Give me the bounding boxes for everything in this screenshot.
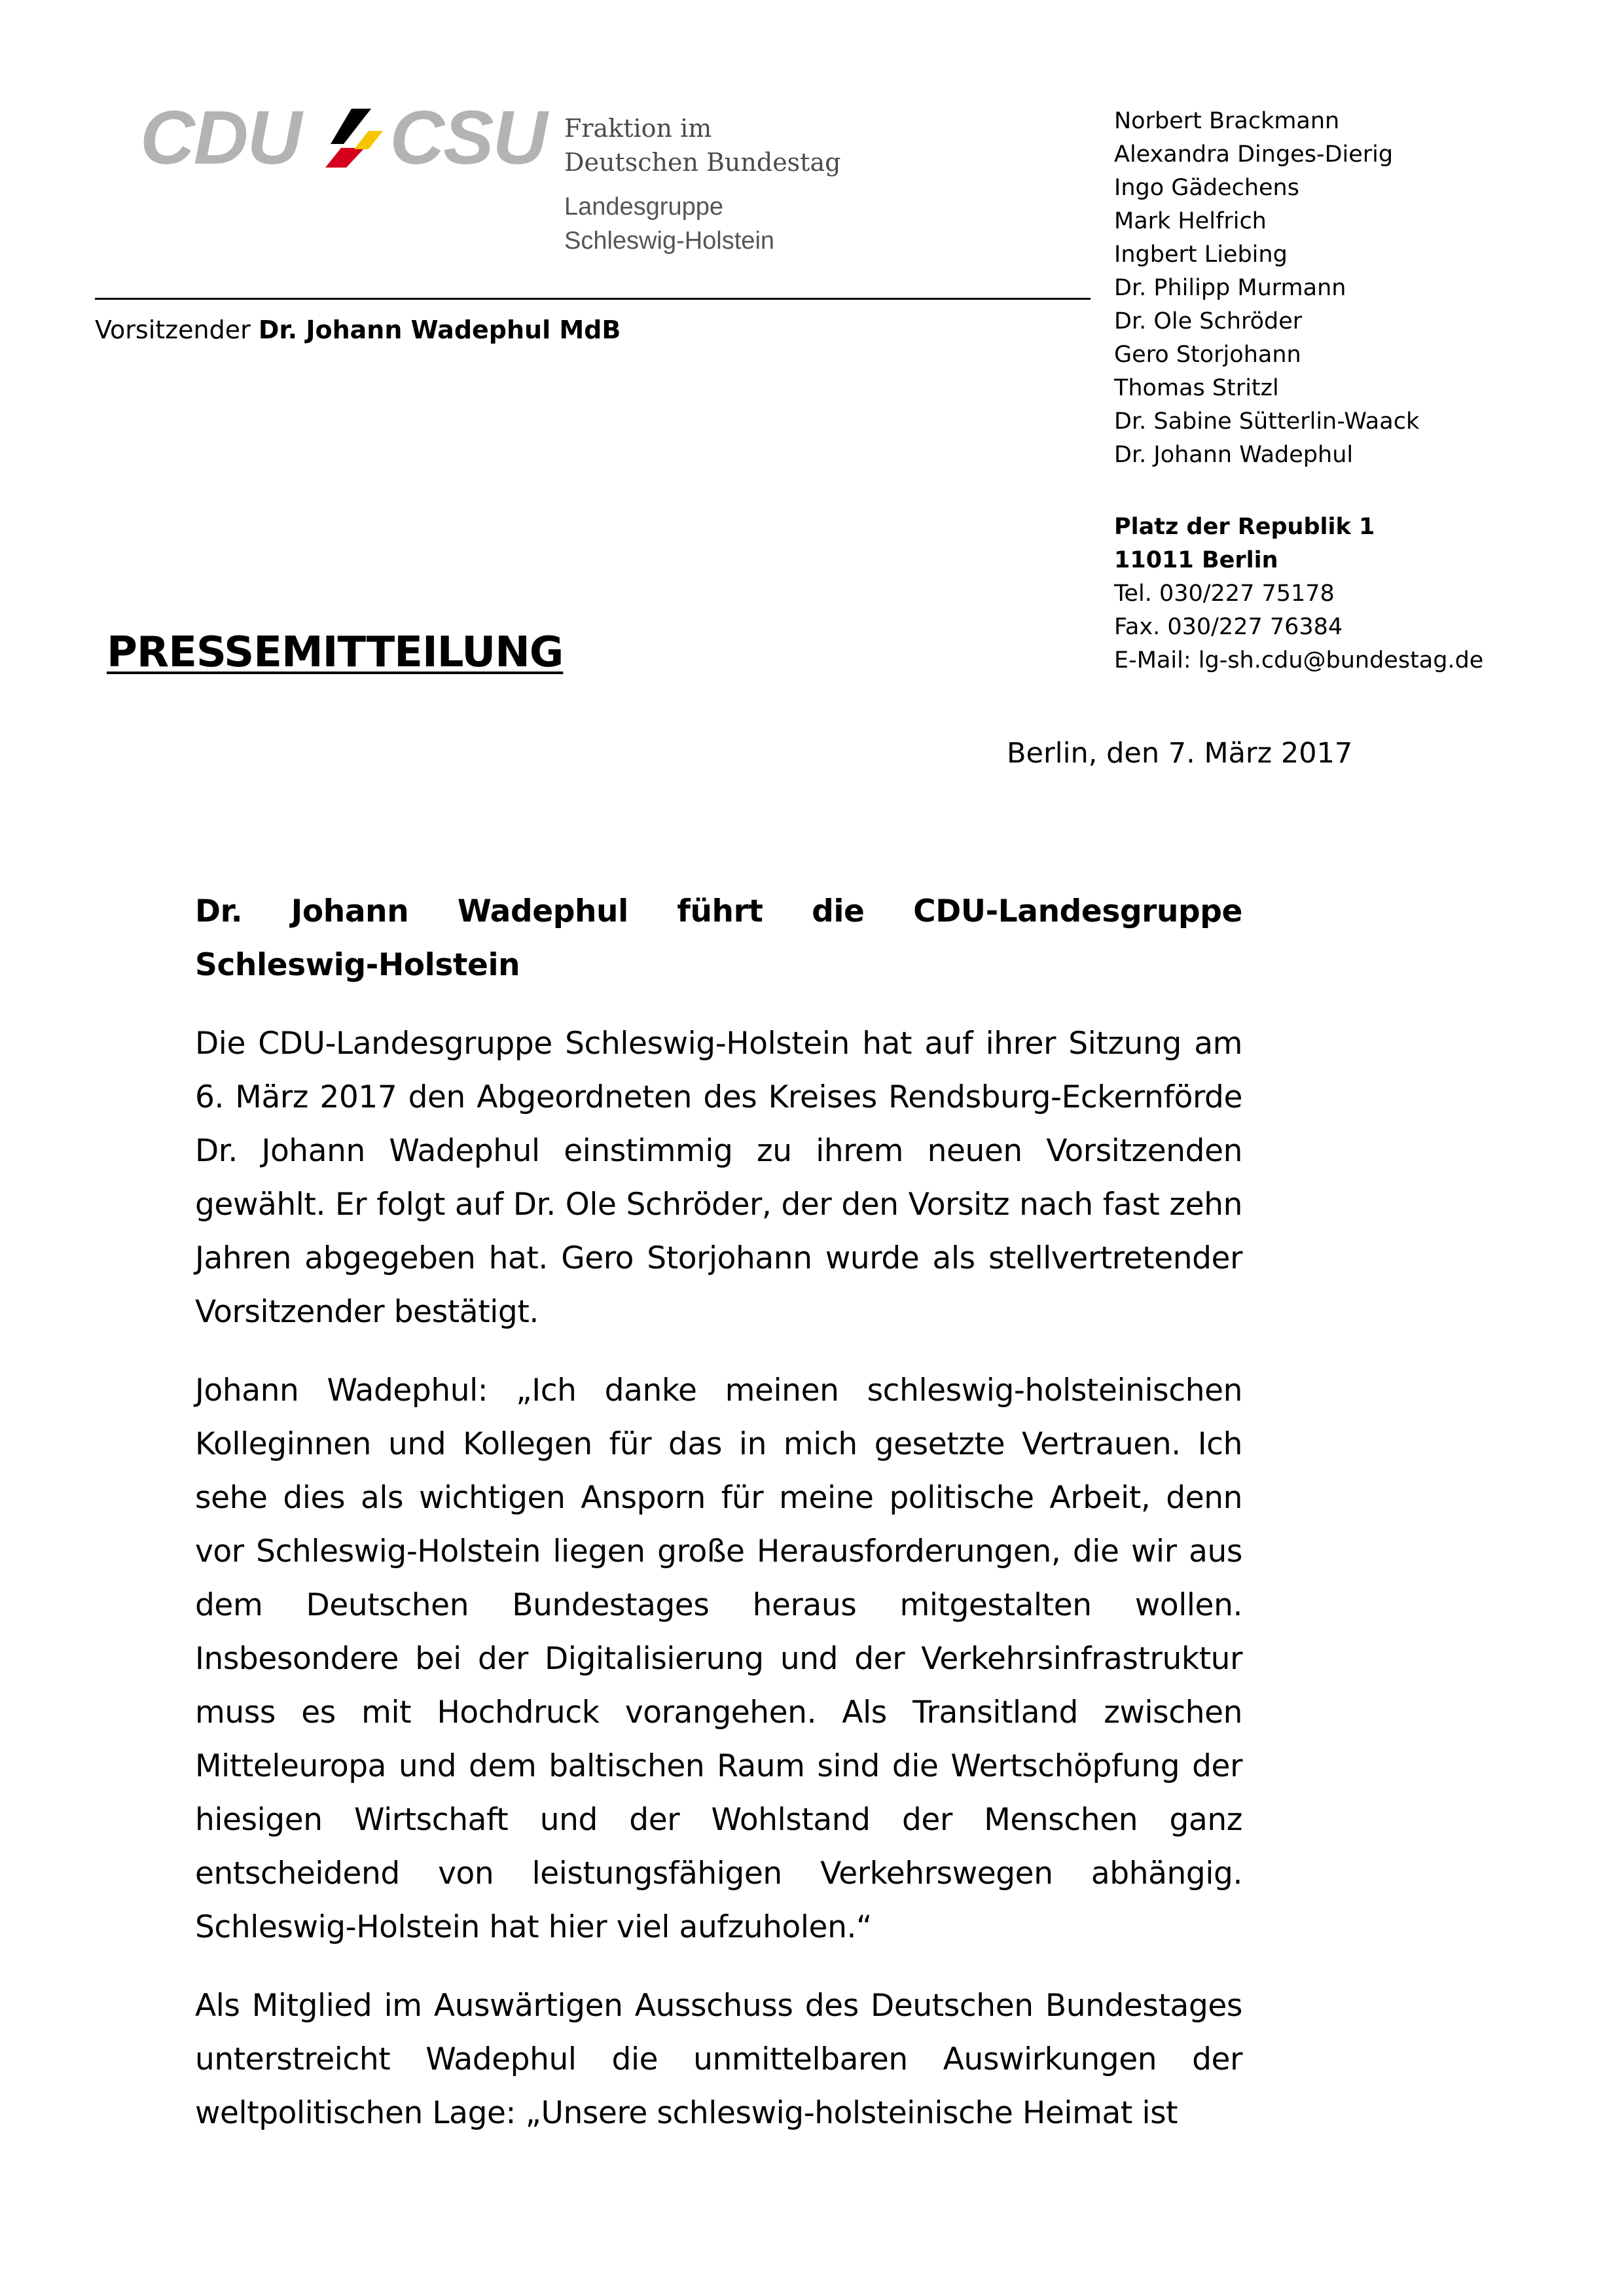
member-name: Dr. Johann Wadephul	[1114, 442, 1354, 468]
address-email[interactable]: E-Mail: lg-sh.cdu@bundestag.de	[1114, 647, 1484, 673]
address-fax: Fax. 030/227 76384	[1114, 614, 1343, 640]
contact-address	[1114, 511, 1483, 677]
dateline: Berlin, den 7. März 2017	[1007, 737, 1353, 770]
party-logo	[140, 95, 549, 180]
address-street: Platz der Republik 1	[1114, 514, 1375, 540]
address-tel: Tel. 030/227 75178	[1114, 581, 1335, 607]
flag-swoosh-icon	[306, 105, 384, 170]
logo-csu: CSU	[389, 95, 547, 180]
paragraph: Die CDU-Landesgruppe Schleswig-Holstein hat auf ihrer Sitzung am 6. März 2017 den Abgeordneten des Kreises Rendsburg-Eckernförde Dr. Johann Wadephul einstimmig zu ihrem neuen Vorsitzenden gewählt. Er folgt auf Dr. Ole Schröder, der den Vorsitz nach fast zehn Jahren abgegeben hat. Gero Storjohann wurde als stellvertretender Vorsitzender bestätigt.	[195, 1026, 1242, 1330]
member-list	[1114, 105, 1419, 472]
member-name: Dr. Sabine Sütterlin-Waack	[1114, 408, 1420, 435]
member-name: Ingo Gädechens	[1114, 175, 1299, 201]
member-name: Thomas Stritzl	[1114, 375, 1279, 401]
chair-name: Dr. Johann Wadephul MdB	[258, 315, 621, 344]
logo-cdu: CDU	[140, 95, 301, 180]
document-heading: PRESSEMITTEILUNG	[107, 628, 564, 677]
member-name: Ingbert Liebing	[1114, 242, 1288, 268]
member-name: Mark Helfrich	[1114, 208, 1267, 234]
faction-label: Fraktion im Deutschen Bundestag	[564, 114, 841, 177]
group-label: Landesgruppe Schleswig-Holstein	[564, 193, 775, 255]
press-release-body	[195, 885, 1242, 2165]
paragraph: Als Mitglied im Auswärtigen Ausschuss des Deutschen Bundestages unterstreicht Wadephul die unmittelbaren Auswirkungen der weltpolitischen Lage: „Unsere schleswig-holsteinische Heimat ist	[195, 1988, 1242, 2131]
member-name: Dr. Philipp Murmann	[1114, 275, 1346, 301]
press-release-title: Dr. Johann Wadephul führt die CDU-Landesgruppe Schleswig-Holstein	[195, 893, 1242, 983]
member-name: Dr. Ole Schröder	[1114, 308, 1303, 334]
chair-line: Vorsitzender Dr. Johann Wadephul MdB	[95, 315, 621, 344]
member-name: Alexandra Dinges-Dierig	[1114, 141, 1394, 168]
member-name: Gero Storjohann	[1114, 342, 1301, 368]
member-name: Norbert Brackmann	[1114, 108, 1340, 134]
paragraph: Johann Wadephul: „Ich danke meinen schleswig-holsteinischen Kolleginnen und Kollegen für das in mich gesetzte Vertrauen. Ich sehe dies als wichtigen Ansporn für meine politische Arbeit, denn vor Schleswig-Holstein liegen große Herausforderungen, die wir aus dem Deutschen Bundestages heraus mitgestalten wollen. Insbesondere bei der Digitalisierung und der Verkehrsinfrastruktur muss es mit Hochdruck vorangehen. Als Transitland zwischen Mitteleuropa und dem baltischen Raum sind die Wertschöpfung der hiesigen Wirtschaft und der Wohlstand der Menschen ganz entscheidend von leistungsfähigen Verkehrswegen abhängig. Schleswig-Holstein hat hier viel aufzuholen.“	[195, 1372, 1242, 1945]
address-city: 11011 Berlin	[1114, 547, 1278, 573]
header-divider	[95, 298, 1091, 300]
